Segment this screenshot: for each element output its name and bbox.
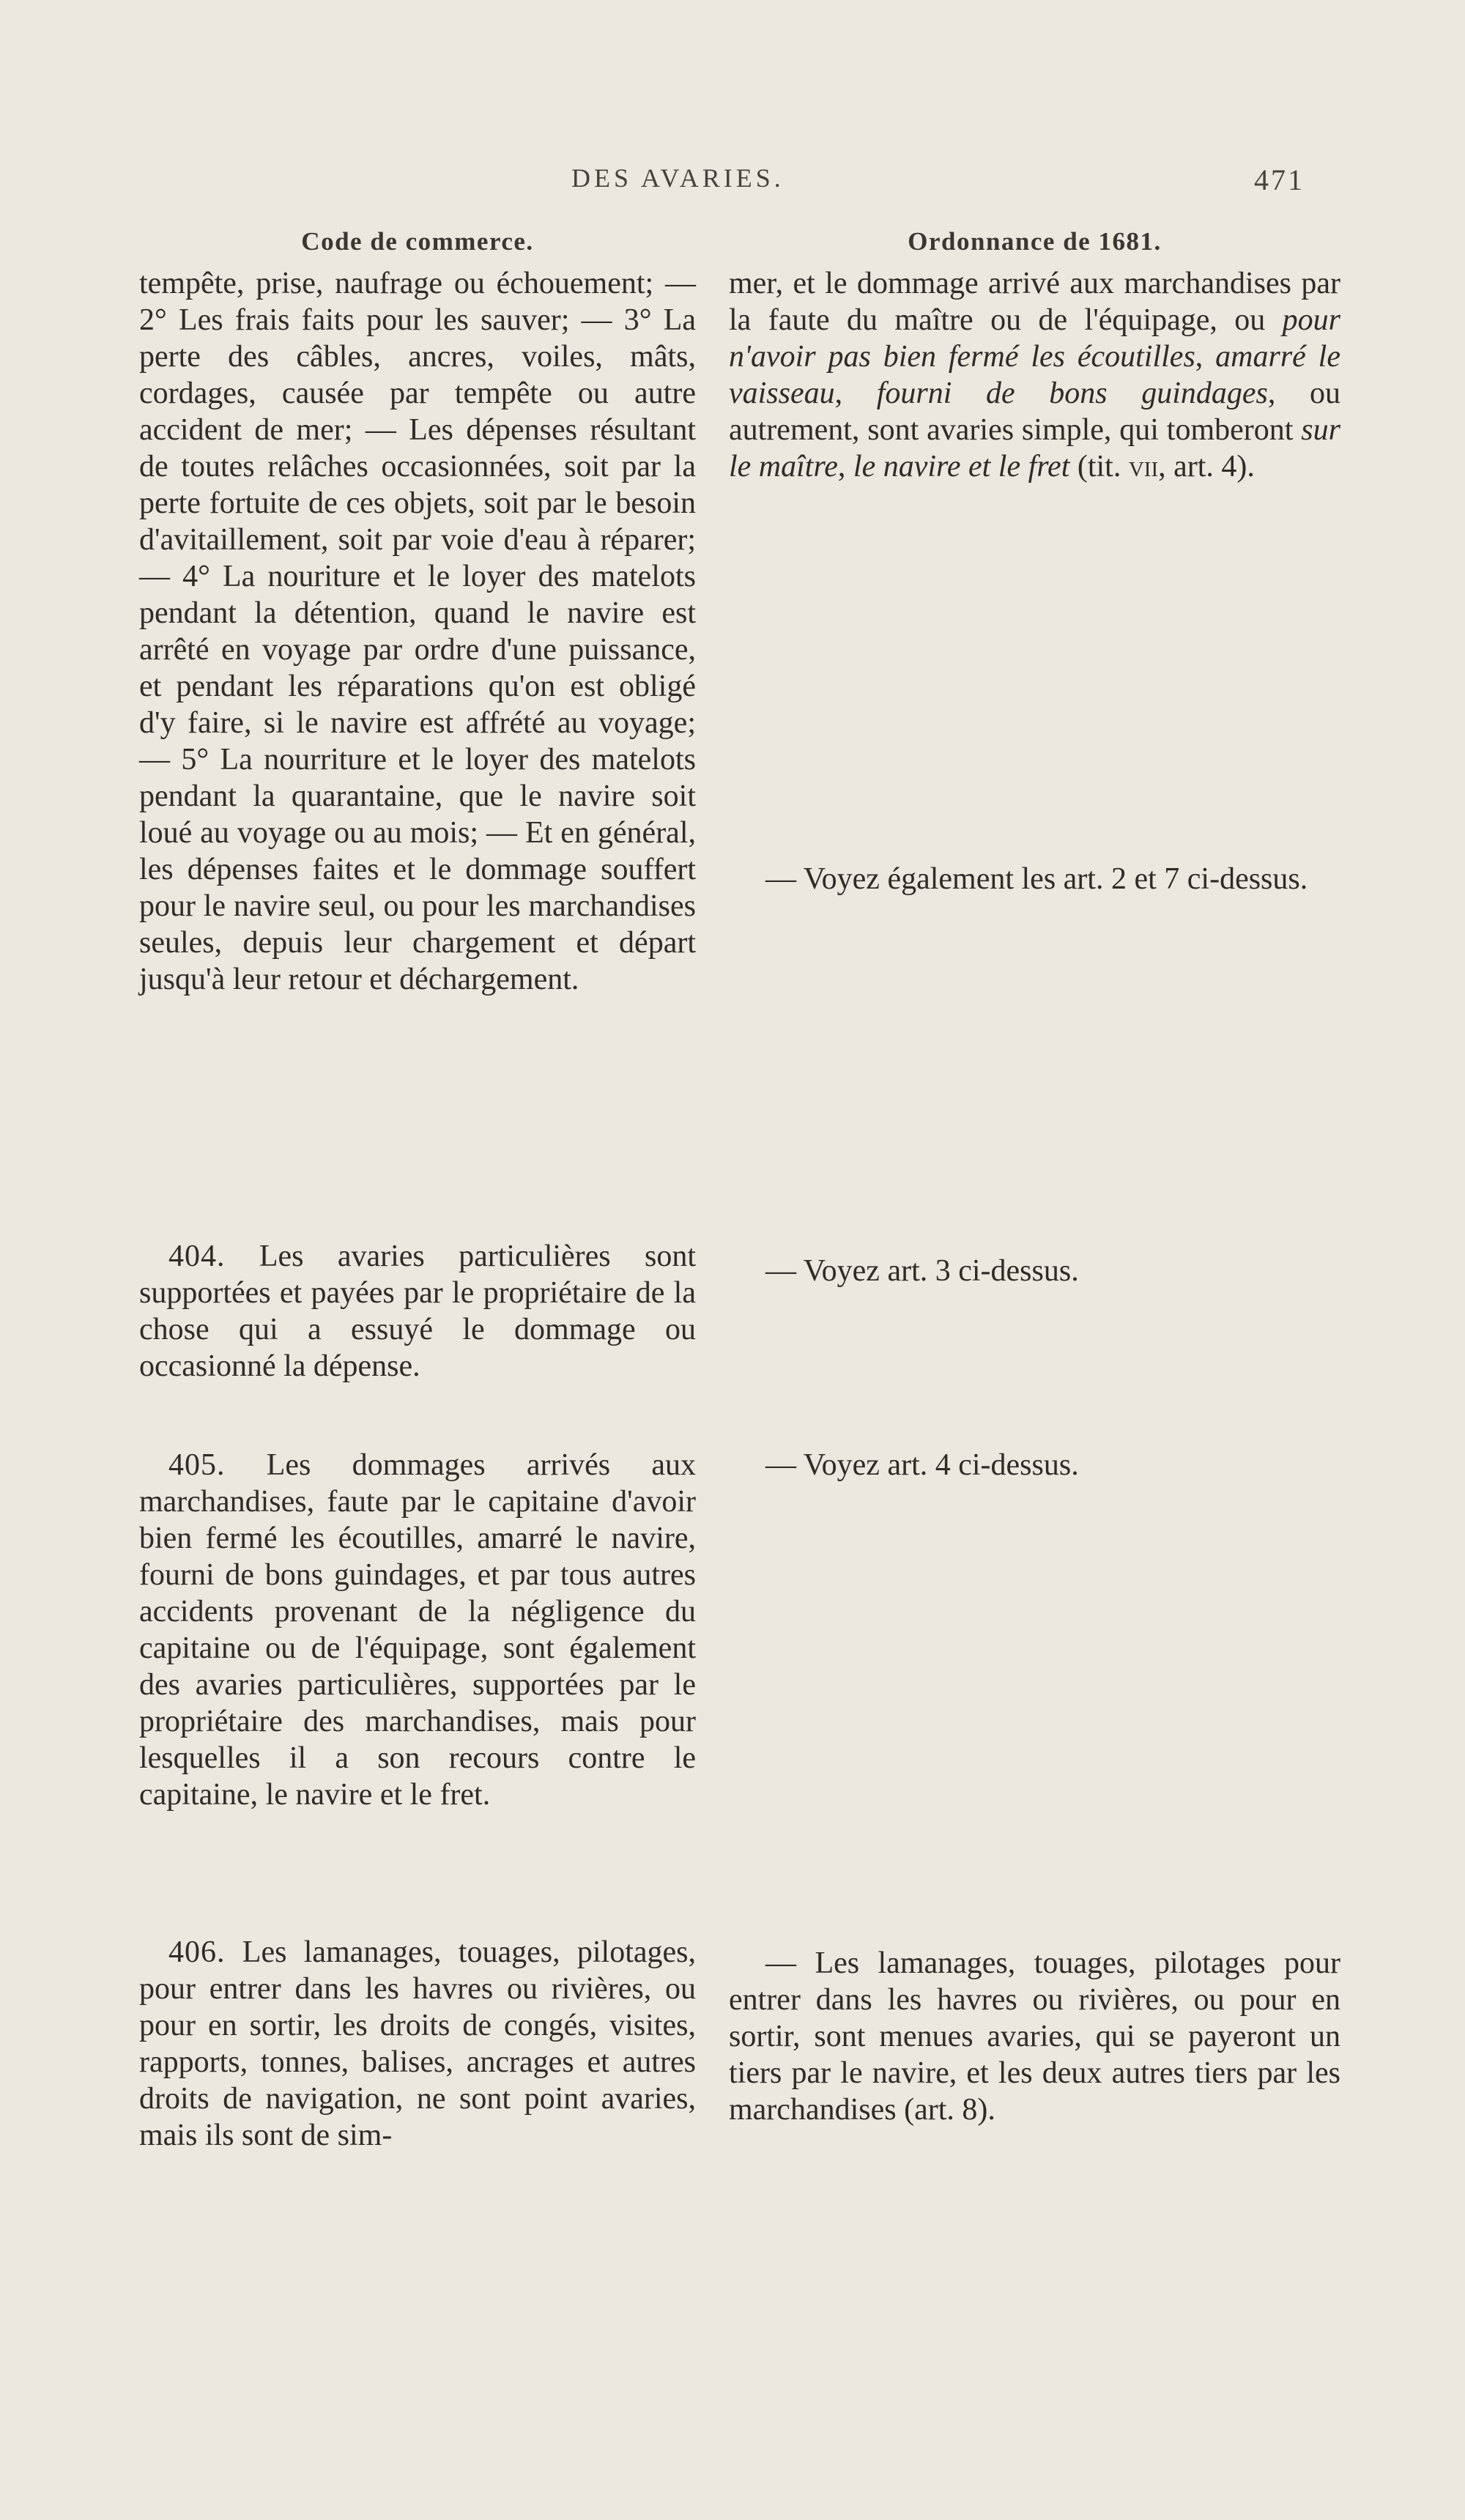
left-continuation-text: tempête, prise, naufrage ou échouement; — 2° Les frais faits pour les sauver; — 3° La perte des câbles, ancres, voiles, mâts, cordages, causée par tempête ou autre accident de mer; — Les dépenses résultant de toutes relâches occasionnées, soit par la perte fortuite de ces objets, soit par le besoin d'avitaillement, soit par voie d'eau à réparer; — 4° La nouriture et le loyer des matelots pendant la détention, quand le navire est arrêté en voyage par ordre d'une puissance, et pendant les réparations qu'on est obligé d'y faire, si le navire est affrété au voyage; — 5° La nourriture et le loyer des matelots pendant la quarantaine, que le navire soit loué au voyage ou au mois; — Et en général, les dépenses faites et le dommage souffert pour le navire seul, ou pour les marchandises seules, depuis leur chargement et départ jusqu'à leur retour et déchargement. (139, 267, 696, 996)
note-text (729, 1447, 1340, 1483)
note-content: — Voyez également les art. 2 et 7 ci-dessus. (765, 862, 1308, 896)
left-column (139, 220, 697, 2152)
article-number: 404. (168, 1239, 226, 1273)
text-run: , (1195, 340, 1216, 374)
article-text: Les lamanages, touages, pilotages, pour entrer dans les havres ou rivières, ou pour en sortir, les droits de congés, visites, rapports, tonnes, balises, ancrages et autres droits de navigation, ne sont point avaries, mais ils sont de sim- (139, 1935, 696, 2152)
right-column-heading: Ordonnance de 1681. (908, 227, 1162, 256)
article-405 (139, 1447, 696, 1813)
text-run: , (837, 450, 853, 483)
italic-run: le navire et le fret (853, 450, 1070, 483)
note-block (729, 1253, 1340, 1289)
text-run: , (834, 377, 877, 410)
article-paragraph (139, 1447, 696, 1813)
left-column-heading: Code de commerce. (301, 227, 534, 256)
note-block (729, 861, 1340, 897)
text-run: (tit. (1069, 450, 1129, 483)
article-paragraph (139, 1238, 696, 1385)
note-content: — Les lamanages, touages, pilotages pour entrer dans les havres ou rivières, ou pour en sortir, sont menues avaries, qui se payeront un tiers par le navire, et les deux autres tiers par les marchandises (art. 8). (729, 1946, 1340, 2127)
note-content: — Voyez art. 3 ci-dessus. (765, 1254, 1079, 1288)
right-continuation-text (729, 265, 1340, 485)
text-run: , art. 4). (1158, 450, 1255, 483)
note-block (729, 1945, 1340, 2128)
italic-run: fourni de bons guindages (876, 377, 1268, 410)
right-column (729, 220, 1341, 2127)
article-text: Les avaries particulières sont supportées et payées par le propriétaire de la chose qui a essuyé le dommage ou occasionné la dépense. (139, 1239, 697, 1383)
italic-run: sur le maître (729, 413, 1340, 483)
page-number: 471 (1254, 163, 1305, 196)
italic-run: amarré le vaisseau (729, 340, 1340, 410)
article-paragraph (139, 1934, 696, 2154)
smallcaps-run: vii (1128, 450, 1159, 483)
italic-run: pour n'avoir pas bien fermé les écoutilles (729, 303, 1340, 374)
note-text (729, 1945, 1340, 2128)
text-run: , ou autrement, sont avaries simple, qui tomberont (729, 377, 1341, 447)
running-title: DES AVARIES. (571, 163, 785, 193)
note-text (729, 861, 1340, 897)
article-text: Les dommages arrivés aux marchandises, faute par le capitaine d'avoir bien fermé les écoutilles, amarré le navire, fourni de bons guindages, et par tous autres accidents provenant de la négligence du capitaine ou de l'équipage, sont également des avaries particulières, supportées par le propriétaire des marchandises, mais pour lesquelles il a son recours contre le capitaine, le navire et le fret. (139, 1448, 696, 1812)
right-continuation-block (729, 265, 1340, 485)
running-head (0, 163, 1465, 207)
article-406 (139, 1934, 696, 2154)
article-number: 405. (168, 1448, 226, 1482)
left-continuation-block (139, 265, 696, 998)
article-404 (139, 1238, 696, 1385)
article-number: 406. (168, 1935, 226, 1969)
note-content: — Voyez art. 4 ci-dessus. (765, 1448, 1079, 1482)
note-block (729, 1447, 1340, 1483)
text-run: mer, et le dommage arrivé aux marchandises par la faute du maître ou de l'équipage, ou (729, 267, 1340, 337)
note-text (729, 1253, 1340, 1289)
